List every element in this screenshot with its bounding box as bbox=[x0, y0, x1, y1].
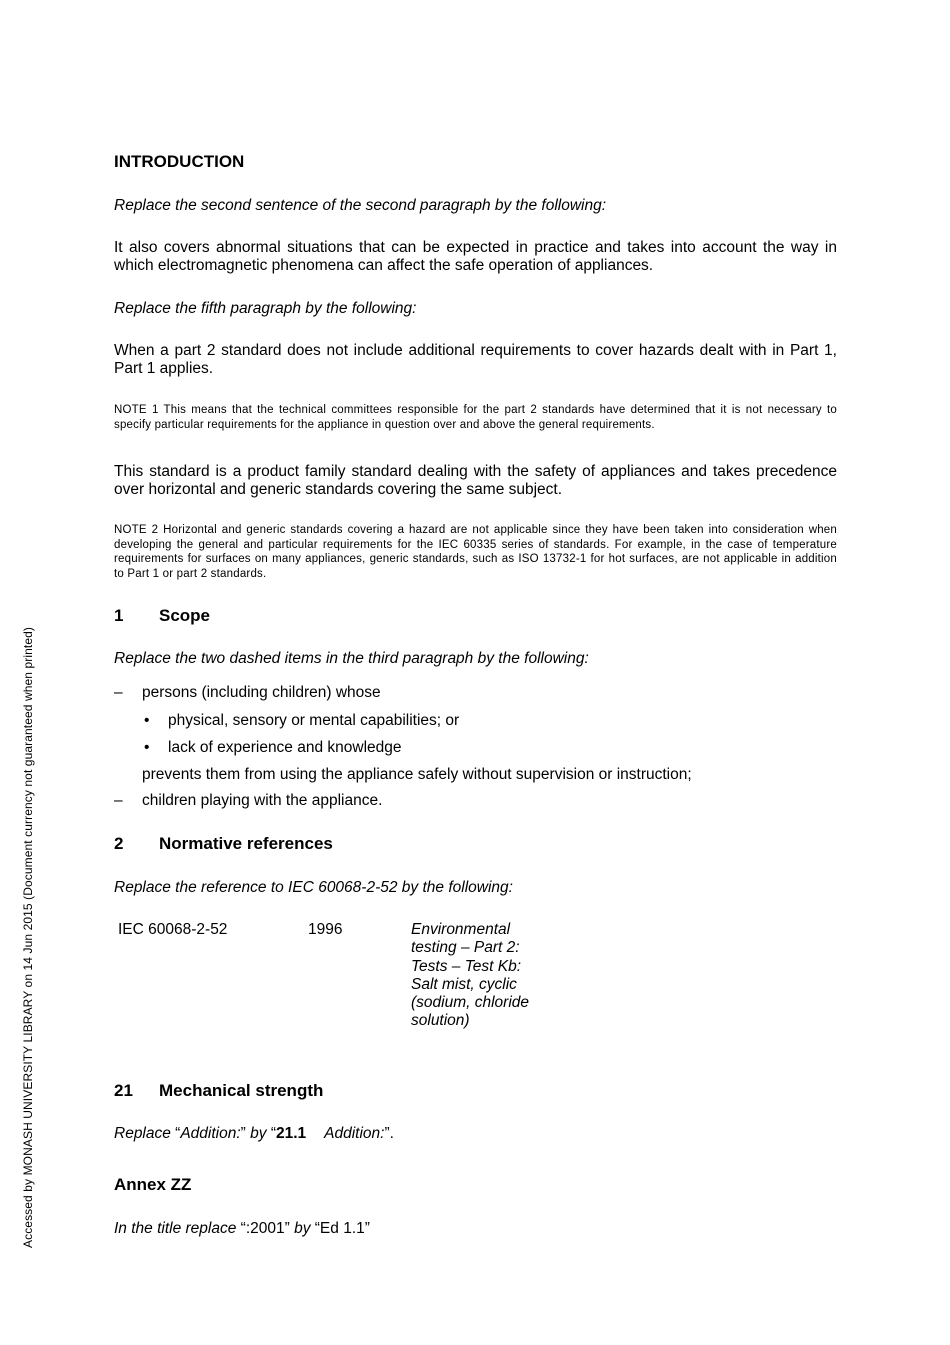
dash-marker: – bbox=[114, 684, 123, 701]
reference-row bbox=[114, 921, 837, 1051]
annex-instruction: In the title replace “:2001” by “Ed 1.1” bbox=[114, 1220, 370, 1237]
reference-title: Environmental testing – Part 2: Tests – Test Kb: Salt mist, cyclic (sodium, chloride solution) bbox=[411, 921, 530, 1030]
heading-mechanical-strength bbox=[114, 1081, 323, 1101]
normative-instruction: Replace the reference to IEC 60068-2-52 by the following: bbox=[114, 879, 513, 896]
list-item: – persons (including children) whose bbox=[114, 684, 381, 701]
heading-annex-zz: Annex ZZ bbox=[114, 1175, 192, 1194]
sub-list-item: • lack of experience and knowledge bbox=[144, 739, 402, 756]
bullet-marker: • bbox=[144, 712, 150, 729]
section-number: 21 bbox=[114, 1081, 133, 1100]
section-title: Mechanical strength bbox=[159, 1081, 324, 1100]
intro-paragraph-1: It also covers abnormal situations that can be expected in practice and takes into account the way in which electromagnetic phenomena can affect the safe operation of appliances. bbox=[114, 239, 837, 274]
reference-year: 1996 bbox=[308, 921, 343, 938]
section-title: Normative references bbox=[159, 834, 333, 853]
list-item: – children playing with the appliance. bbox=[114, 792, 383, 809]
section-number: 2 bbox=[114, 834, 124, 853]
intro-instruction-2: Replace the fifth paragraph by the following: bbox=[114, 300, 417, 317]
list-continuation: prevents them from using the appliance safely without supervision or instruction; bbox=[142, 766, 692, 783]
section-number: 1 bbox=[114, 606, 124, 625]
note-1: NOTE 1 This means that the technical committees responsible for the part 2 standards have determined that it is not necessary to specify particular requirements for the appliance in question over and above the general requirements. bbox=[114, 404, 837, 431]
intro-instruction-1: Replace the second sentence of the second paragraph by the following: bbox=[114, 197, 607, 214]
heading-introduction: INTRODUCTION bbox=[114, 152, 245, 171]
bullet-marker: • bbox=[144, 739, 150, 756]
dash-marker: – bbox=[114, 792, 123, 809]
mechanical-instruction: Replace “Addition:” by “21.1 Addition:”. bbox=[114, 1125, 394, 1142]
scope-instruction: Replace the two dashed items in the third paragraph by the following: bbox=[114, 650, 589, 667]
reference-id: IEC 60068-2-52 bbox=[118, 921, 228, 938]
section-title: Scope bbox=[159, 606, 211, 625]
heading-normative-references bbox=[114, 834, 333, 854]
side-access-notice: Accessed by MONASH UNIVERSITY LIBRARY on 14 Jun 2015 (Document currency not guaranteed when printed) bbox=[21, 627, 35, 1248]
intro-paragraph-3: This standard is a product family standard dealing with the safety of appliances and takes precedence over horizontal and generic standards covering the same subject. bbox=[114, 463, 837, 498]
heading-scope bbox=[114, 606, 210, 626]
note-2: NOTE 2 Horizontal and generic standards covering a hazard are not applicable since they have been taken into consideration when developing the general and particular requirements for the IEC 60335 series of standards. For example, in the case of temperature requirements for surfaces on many appliances, generic standards, such as ISO 13732-1 for hot surfaces, are not applicable in addition to Part 1 or part 2 standards. bbox=[114, 524, 837, 580]
sub-list-item: • physical, sensory or mental capabilities; or bbox=[144, 712, 460, 729]
intro-paragraph-2: When a part 2 standard does not include additional requirements to cover hazards dealt with in Part 1, Part 1 applies. bbox=[114, 342, 837, 377]
